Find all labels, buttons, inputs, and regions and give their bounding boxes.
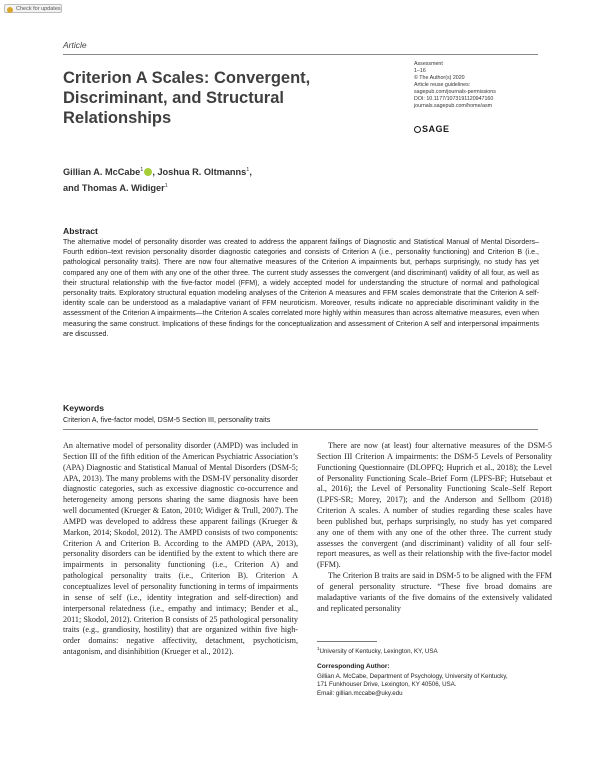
author-name: Gillian A. McCabe — [63, 167, 141, 178]
journal-meta — [414, 61, 554, 110]
affiliation-text: University of Kentucky, Lexington, KY, USA — [319, 648, 438, 656]
abstract-heading: Abstract — [63, 226, 98, 236]
author-name: Thomas A. Widiger — [81, 183, 165, 194]
body-paragraph: An alternative model of personality disorder (AMPD) was included in Section III of the fifth edition of the American Psychiatric Association’s (APA) Diagnostic and Statistical Manual of Mental Disorders (DSM-5; APA, 2013). The many problems with the DSM-IV personality disorder diagnostic categories, such as excessive diagnostic co-occurrence and heterogeneity among persons sharing the same diagnosis have been well documented (Krueger & Eaton, 2010; Widiger & Trull, 2007). The AMPD was developed to address these apparent failings (Krueger & Markon, 2014; Skodol, 2012). The AMPD consists of two components: Criterion A and Criterion B. According to the AMPD (APA, 2013), personality disorders can be identified by the extent to which there are impairments in personality functioning (i.e., Criterion A) and pathological personality traits (i.e., Criterion B). Criterion A conceptualizes level of personality functioning in terms of impairments in sense of self (i.e., identity integration and self-direction) and interpersonal relatedness (i.e., empathy and intimacy; Bender et al., 2011; Skodol, 2012). Criterion B consists of 25 pathological personality traits (e.g., grandiosity, hostility) that are organized within five high-order domains: negative affectivity, detachment, psychoticism, antagonism, and disinhibition (Krueger et al., 2012). — [63, 441, 298, 657]
reuse-label: Article reuse guidelines: — [414, 82, 471, 88]
body-paragraph: The Criterion B traits are said in DSM-5 to be aligned with the FFM of general personality structure. “These five broad domains are maladaptive variants of the five domains of the extensively validated and replicated personality — [317, 571, 552, 613]
abstract-text: The alternative model of personality disorder was created to address the apparent failings of Diagnostic and Statistical Manual of Mental Disorders–Fourth edition–text revision personality disorder diagnostic categories and consists of Criterion A (i.e., personality functioning) and Criterion B (i.e., pathological personality traits). There are now four alternative measures of the Criterion A impairments but, perhaps surprisingly, no study has yet compared any one of them with any one of the other three. The current study assesses the convergent (and discriminant) validity of all four, as well as their structural relationship with the five-factor model (FFM), a widely accepted model for understanding the structure of normal and pathological personality traits. Exploratory structural equation modeling analyses of the Criterion A measures and FFM scales demonstrate that the Criterion A self-identity scale can be understood as a maladaptive variant of FFM neuroticism. Moreover, results indicate no appreciable discriminant validity in the assessment of the Criterion A impairments—the Criterion A scales correlated more highly within measures than across alternative measures, even when measuring the same construct. Implications of these findings for the conceptualization and assessment of Criterion A self and interpersonal impairments are discussed. — [63, 239, 539, 338]
author-conjunction: and — [63, 183, 80, 194]
corr-address-line: Gillian A. McCabe, Department of Psychology, University of Kentucky, — [317, 673, 508, 680]
keywords-text: Criterion A, five-factor model, DSM-5 Section III, personality traits — [63, 415, 271, 424]
journal-name: Assessment — [414, 61, 443, 67]
affiliation-mark: 1 — [164, 183, 168, 190]
affiliation-mark: 1 — [140, 167, 144, 173]
corresponding-author-details — [317, 673, 557, 698]
body-column-left — [63, 441, 298, 658]
update-check-icon — [7, 7, 13, 13]
author-list: Gillian A. McCabe$^1$ , Joshua R. Oltmanns$^1$, and Thomas A. Widiger$^1$ — [63, 167, 252, 194]
corr-address-line: 171 Funkhouser Drive, Lexington, KY 40506, USA. — [317, 681, 457, 689]
article-type-label: Article — [63, 40, 87, 50]
page-range: 1–16 — [414, 68, 426, 74]
article-title: Criterion A Scales: Convergent, Discriminant, and Structural Relationships — [63, 69, 311, 127]
badge-label: Check for updates — [16, 6, 61, 12]
affiliation-footnote — [317, 645, 552, 656]
publisher-name: SAGE — [422, 124, 450, 134]
section-divider — [63, 429, 538, 430]
publisher-logo — [414, 124, 450, 134]
footnote-mark: 1 — [317, 646, 320, 651]
doi-link[interactable]: DOI: 10.1177/1073191120947160 — [414, 96, 494, 102]
orcid-icon[interactable] — [144, 168, 152, 176]
permissions-link[interactable]: sagepub.com/journals-permissions — [414, 89, 496, 95]
corr-email[interactable]: Email: gillian.mccabe@uky.edu — [317, 689, 403, 697]
journal-link[interactable]: journals.sagepub.com/home/asm — [414, 103, 493, 109]
body-paragraph: There are now (at least) four alternative measures of the DSM-5 Section III Criterion A impairments: the DSM-5 Levels of Personality Functioning Questionnaire (DLOPFQ; Huprich et al., 2018); the Level of Personality Functioning Scale–Brief Form (LPFS-BF; Hutsebaut et al., 2016); the Level of Personality Functioning Scale–Self Report (LPFS-SR; Morey, 2017); and the Anderson and Sellbom (2018) Criterion A scales. A number of studies regarding these scales have been published but, perhaps surprisingly, no study has yet compared any one of them with any one of the other three. The current study assesses the convergent (and discriminant) validity of all four self-report measures, as well as their relationship with the five-factor model (FFM). — [317, 441, 552, 570]
footnote-divider — [317, 641, 377, 642]
body-column-right — [317, 441, 552, 615]
sage-logo-icon — [414, 126, 421, 133]
corresponding-author-heading: Corresponding Author: — [317, 663, 390, 670]
affiliation-mark: 1 — [246, 167, 250, 173]
check-for-updates-badge[interactable] — [4, 4, 62, 13]
header-divider — [63, 54, 538, 55]
copyright: © The Author(s) 2020 — [414, 75, 465, 81]
keywords-heading: Keywords — [63, 403, 105, 413]
author-name: Joshua R. Oltmanns — [157, 167, 247, 178]
